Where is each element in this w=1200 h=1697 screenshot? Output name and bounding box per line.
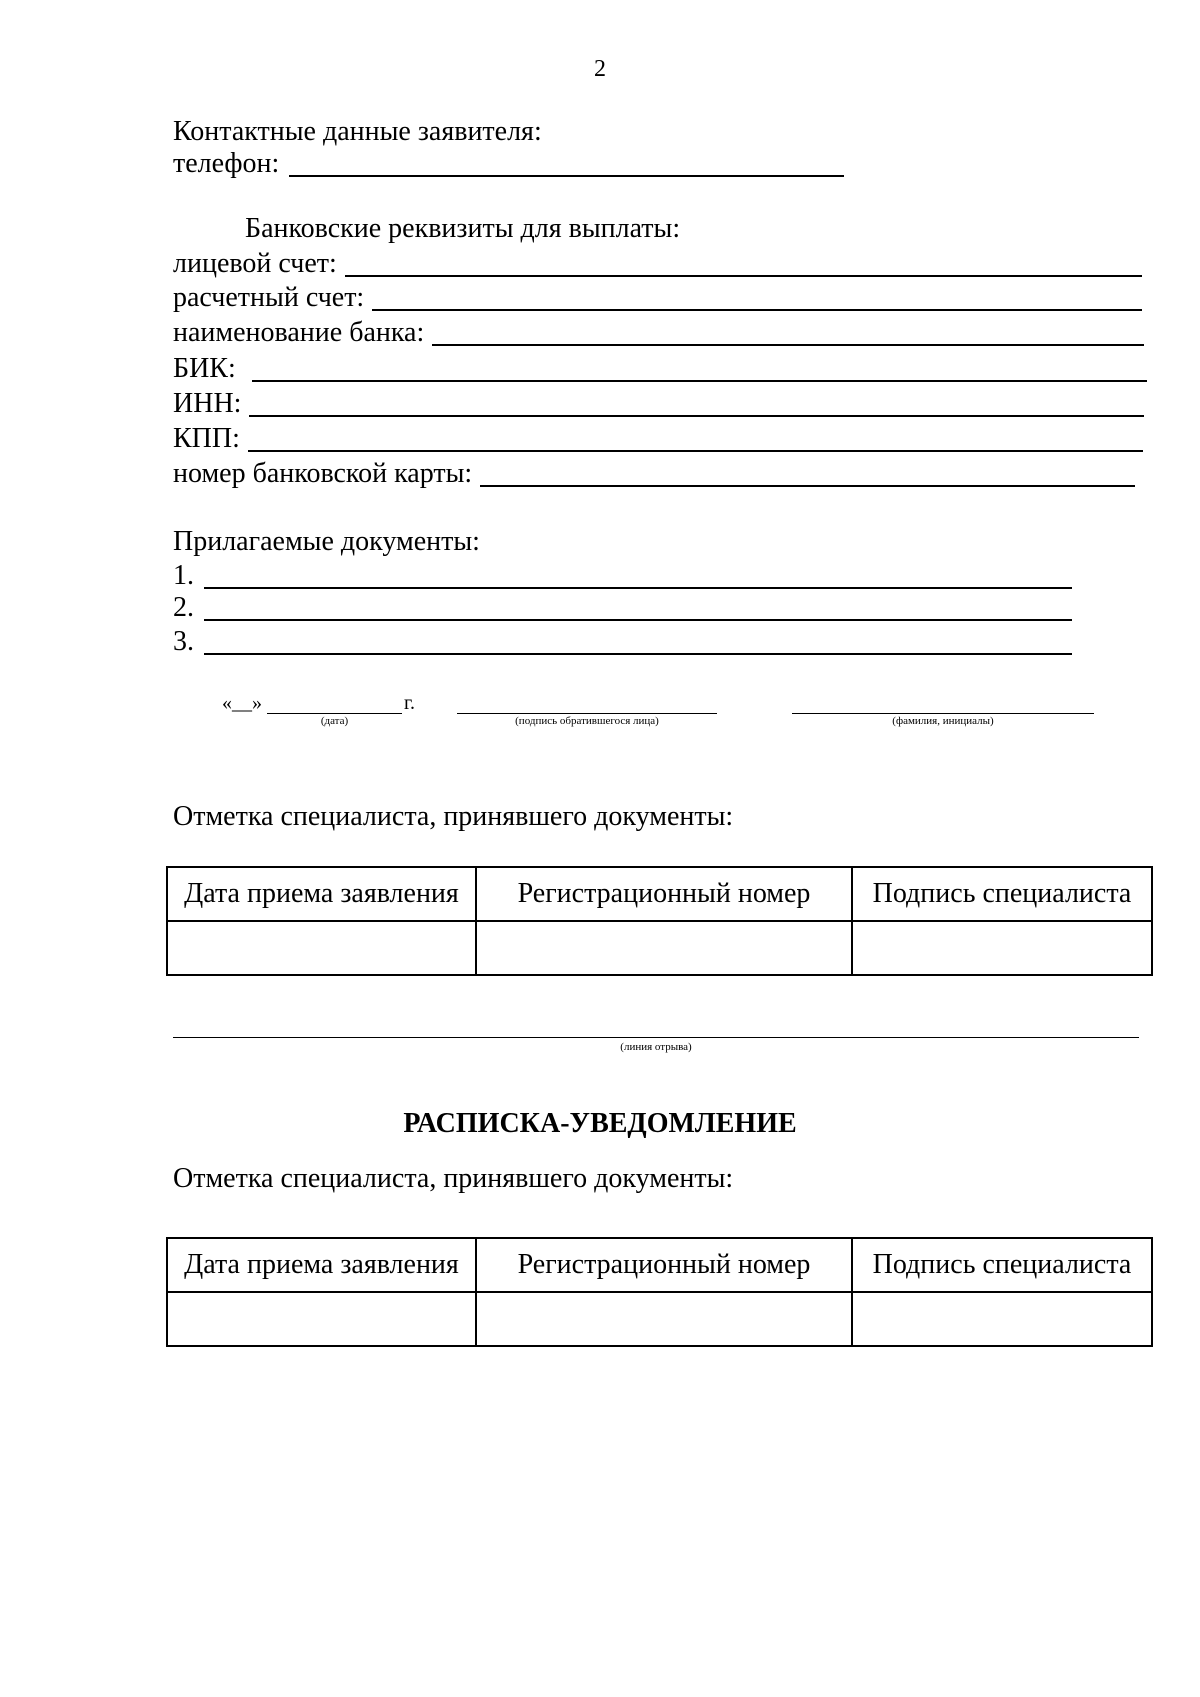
attachment-row-3: [173, 626, 1072, 658]
signature-caption: (подпись обратившегося лица): [515, 715, 659, 727]
receipt-registration-table: [166, 1237, 1153, 1347]
table-cell-reg-number[interactable]: [476, 921, 852, 975]
card-number-field[interactable]: [480, 459, 1135, 487]
attachment-row-1: [173, 560, 1072, 592]
phone-field[interactable]: [289, 149, 844, 177]
bik-field[interactable]: [252, 354, 1147, 382]
table-header-row: [167, 1238, 1152, 1292]
name-caption: (фамилия, инициалы): [892, 715, 994, 727]
phone-label: телефон:: [173, 148, 280, 179]
signature-block: [457, 693, 717, 727]
kpp-field[interactable]: [248, 424, 1143, 452]
table-cell-reg-number[interactable]: [476, 1292, 852, 1346]
date-caption: (дата): [320, 715, 349, 727]
table-header-signature: Подпись специалиста: [852, 1238, 1152, 1292]
inn-field[interactable]: [249, 389, 1144, 417]
table-header-signature: Подпись специалиста: [852, 867, 1152, 921]
date-year-suffix: г.: [404, 692, 415, 714]
signature-field[interactable]: [457, 693, 717, 714]
bank-name-row: [173, 317, 1144, 349]
table-header-date: Дата приема заявления: [167, 867, 476, 921]
name-block: [792, 693, 1094, 727]
table-cell-signature[interactable]: [852, 1292, 1152, 1346]
attachment-field-1[interactable]: [204, 561, 1072, 589]
attachment-field-2[interactable]: [204, 593, 1072, 621]
card-number-row: [173, 458, 1135, 490]
card-number-label: номер банковской карты:: [173, 458, 473, 489]
attachment-number: 2.: [173, 592, 194, 623]
attachment-row-2: [173, 592, 1072, 624]
date-quote: «__»: [222, 692, 262, 714]
personal-account-row: [173, 248, 1142, 280]
registration-table: [166, 866, 1153, 976]
bank-heading: Банковские реквизиты для выплаты:: [245, 213, 681, 244]
date-block: [267, 693, 402, 727]
page-number: 2: [594, 56, 606, 82]
attachments-heading: Прилагаемые документы:: [173, 526, 480, 557]
tear-line-caption: (линия отрыва): [620, 1041, 692, 1053]
attachment-number: 3.: [173, 626, 194, 657]
table-header-row: [167, 867, 1152, 921]
table-cell-date[interactable]: [167, 921, 476, 975]
settlement-account-label: расчетный счет:: [173, 282, 365, 313]
attachment-field-3[interactable]: [204, 627, 1072, 655]
personal-account-label: лицевой счет:: [173, 248, 337, 279]
receipt-title: РАСПИСКА-УВЕДОМЛЕНИЕ: [403, 1108, 797, 1139]
settlement-account-field[interactable]: [372, 283, 1142, 311]
bank-name-field[interactable]: [432, 318, 1144, 346]
bank-name-label: наименование банка:: [173, 317, 425, 348]
settlement-account-row: [173, 282, 1142, 314]
bik-label: БИК:: [173, 353, 236, 384]
table-cell-date[interactable]: [167, 1292, 476, 1346]
table-row: [167, 1292, 1152, 1346]
inn-row: [173, 388, 1144, 420]
specialist-mark-heading: Отметка специалиста, принявшего документы:: [173, 801, 734, 832]
kpp-label: КПП:: [173, 423, 240, 454]
table-cell-signature[interactable]: [852, 921, 1152, 975]
attachment-number: 1.: [173, 560, 194, 591]
bik-row: [173, 353, 1147, 385]
name-field[interactable]: [792, 693, 1094, 714]
inn-label: ИНН:: [173, 388, 242, 419]
kpp-row: [173, 423, 1143, 455]
tear-line: [173, 1037, 1139, 1038]
table-row: [167, 921, 1152, 975]
table-header-reg-number: Регистрационный номер: [476, 867, 852, 921]
table-header-date: Дата приема заявления: [167, 1238, 476, 1292]
receipt-specialist-mark-heading: Отметка специалиста, принявшего документы:: [173, 1163, 734, 1194]
phone-row: [173, 148, 844, 180]
contacts-heading: Контактные данные заявителя:: [173, 116, 542, 147]
date-field[interactable]: [267, 693, 402, 714]
personal-account-field[interactable]: [345, 249, 1142, 277]
table-header-reg-number: Регистрационный номер: [476, 1238, 852, 1292]
